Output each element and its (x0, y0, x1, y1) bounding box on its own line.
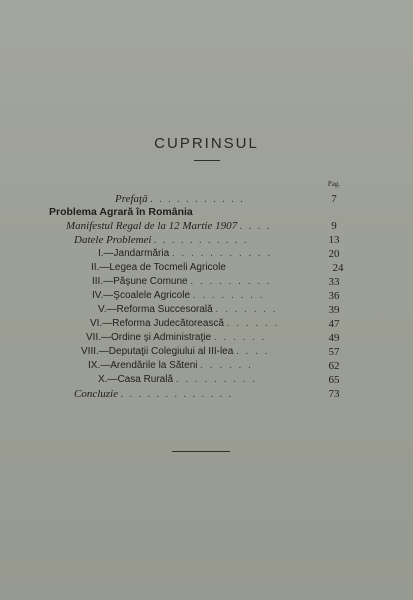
toc-page-number: 36 (328, 290, 340, 302)
toc-leader-dots: . . . . (236, 346, 270, 357)
toc-entry (92, 276, 316, 288)
toc-entry (98, 374, 316, 386)
toc-entry (91, 262, 321, 274)
toc-entry-label: IV.—Şcoalele Agricole (92, 290, 191, 301)
toc-leader-dots: . . . . . . (226, 318, 280, 329)
toc-entry-label: V.—Reforma Succesorală (98, 304, 213, 315)
toc-entry (90, 318, 316, 330)
toc-page-number: 9 (331, 220, 337, 232)
toc-entry (81, 346, 316, 358)
toc-page-number: 47 (328, 318, 340, 330)
toc-page-number: 7 (331, 193, 337, 205)
toc-entry-label: III.—Păşune Comune (92, 276, 188, 287)
toc-entry (115, 193, 315, 205)
toc-entry-label: VII.—Ordine şi Administraţie (86, 332, 212, 343)
toc-entry-label: II.—Legea de Tocmeli Agricole (91, 262, 226, 273)
toc-entry (98, 248, 316, 260)
toc-entry (88, 360, 316, 372)
toc-entry (98, 304, 316, 316)
toc-leader-dots: . . . . . . . . . . . (171, 248, 273, 259)
toc-entry-label: Datele Problemei (74, 234, 152, 246)
toc-entry (66, 220, 316, 232)
toc-leader-dots: . . . . . . (200, 360, 253, 371)
toc-leader-dots: . . . . . . . . (192, 290, 265, 301)
page-title: CUPRINSUL (154, 135, 259, 152)
page-column-label: Pag. (327, 180, 341, 188)
toc-page-number: 57 (328, 346, 340, 358)
toc-leader-dots: . . . . . . . . . . . (150, 194, 245, 205)
toc-page-number: 20 (328, 248, 340, 260)
toc-leader-dots: . . . . . . . . . (190, 276, 272, 287)
toc-leader-dots: . . . . (239, 221, 272, 232)
toc-entry-label: Prefaţă (115, 193, 148, 205)
toc-page-number: 13 (328, 234, 340, 246)
toc-entry-label: VIII.—Deputaţii Colegiului al III-lea (81, 346, 234, 357)
toc-entry-label: Concluzie (74, 388, 118, 400)
toc-entry-label: Manifestul Regal de la 12 Martie 1907 (66, 220, 238, 232)
toc-entry-label: X.—Casa Rurală (98, 374, 174, 385)
toc-entry (74, 234, 314, 246)
toc-entry-label: IX.—Arendările la Săteni (88, 360, 198, 371)
toc-section-heading (49, 206, 309, 218)
toc-entry-label: Problema Agrară în România (49, 206, 193, 218)
toc-leader-dots: . . . . . . . . . . . . . (120, 389, 234, 400)
toc-leader-dots: . . . . . . . (215, 304, 278, 315)
toc-entry-label: I.—Jandarmăria (98, 248, 170, 259)
toc-entry (86, 332, 316, 344)
toc-page-number: 73 (328, 388, 340, 400)
toc-page-number: 65 (328, 374, 340, 386)
toc-entry (92, 290, 316, 302)
toc-leader-dots: . . . . . . . . . (175, 374, 258, 385)
toc-entry-label: VI.—Reforma Judecătorească (90, 318, 224, 329)
toc-page-number: 62 (328, 360, 340, 372)
toc-leader-dots: . . . . . . (213, 332, 267, 343)
toc-page-number: 49 (328, 332, 340, 344)
bottom-rule (172, 451, 230, 452)
toc-page-number: 39 (328, 304, 340, 316)
toc-leader-dots: . . . . . . . . . . . (154, 235, 249, 246)
toc-entry (74, 388, 316, 400)
toc-page-number: 24 (332, 262, 344, 274)
toc-page-number: 33 (328, 276, 340, 288)
